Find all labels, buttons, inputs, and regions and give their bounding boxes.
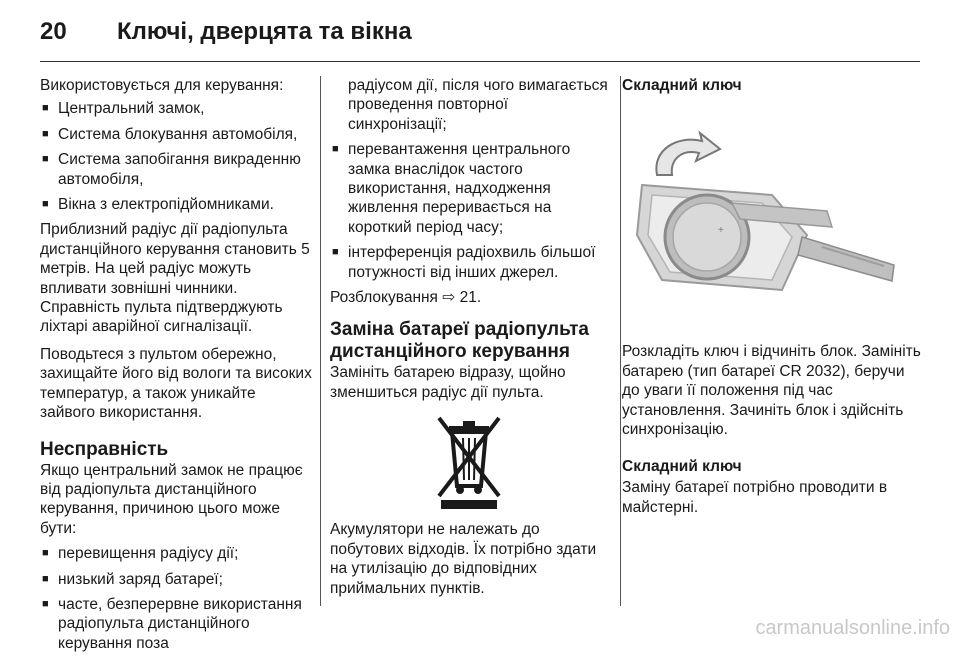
fault-list bbox=[40, 544, 312, 653]
list-item: ■ Вікна з електропідйомниками. bbox=[40, 195, 312, 214]
page-title: Ключі, дверцята та вікна bbox=[117, 18, 412, 45]
battery-heading: Заміна батареї радіопульта дистанційного керування bbox=[330, 319, 589, 363]
unlock-label: Розблокування bbox=[330, 289, 438, 307]
key-battery-photo bbox=[622, 115, 902, 325]
folding-key-heading-2: Складний ключ bbox=[622, 458, 742, 476]
svg-text:+: + bbox=[718, 225, 724, 236]
header-rule bbox=[40, 61, 920, 62]
care-paragraph: Поводьтеся з пультом обережно, захищайте його від вологи та високих температур, а також уникайте зайвого використання. bbox=[40, 345, 312, 422]
range-paragraph: Приблизний радіус дії радіопульта дистанційного керування становить 5 метрів. На цей радіус можуть впливати зовнішні чинники. Справність пульта підтверджують ліхтарі аварійної сигналізації. bbox=[40, 221, 310, 336]
reference-arrow-icon: ⇨ bbox=[442, 289, 456, 307]
column-divider-1 bbox=[320, 76, 321, 606]
fault-intro: Якщо центральний замок не працює від радіопульта дистанційного керування, причиною цього може бути: bbox=[40, 461, 303, 537]
folding-key-heading: Складний ключ bbox=[622, 77, 742, 94]
list-item: ■ Система запобігання викраденню автомобіля, bbox=[40, 150, 312, 189]
list-item: ■ часте, безперервне використання радіопульта дистанційного керування поза bbox=[40, 595, 312, 653]
list-item: ■ низький заряд батареї; bbox=[40, 570, 312, 589]
dispose-paragraph: Акумулятори не належать до побутових відходів. Їх потрібно здати на утилізацію до відповідних приймальних пунктів. bbox=[330, 521, 597, 597]
crossed-out-bin-icon bbox=[433, 412, 505, 510]
column-divider-2 bbox=[620, 76, 621, 606]
usage-list bbox=[40, 99, 312, 214]
workshop-paragraph: Заміну батареї потрібно проводити в майстерні. bbox=[622, 479, 888, 516]
column-1 bbox=[40, 76, 312, 659]
battery-steps-paragraph: Розкладіть ключ і відчиніть блок. Замініть батарею (тип батареї CR 2032), беручи до уваги її положення під час установлення. Зачиніть блок і здійсніть синхронізацію. bbox=[622, 343, 921, 439]
continued-text: радіусом дії, після чого вимагається проведення повторної синхронізації; bbox=[348, 77, 608, 133]
column-3 bbox=[622, 76, 922, 525]
watermark: carmanualsonline.info bbox=[755, 617, 950, 639]
list-item: ■ Система блокування автомобіля, bbox=[40, 125, 312, 144]
page-number: 20 bbox=[40, 18, 67, 45]
list-item: ■ перевантаження центрального замка внаслідок частого використання, надходження живлення переривається на короткий період часу; bbox=[330, 140, 608, 237]
column-2 bbox=[330, 76, 608, 606]
battery-paragraph: Замініть батарею відразу, щойно зменшиться радіус дії пульта. bbox=[330, 364, 566, 401]
list-item: ■ Центральний замок, bbox=[40, 99, 312, 118]
unlock-page-link[interactable]: 21. bbox=[459, 289, 482, 307]
unlock-reference bbox=[330, 288, 608, 307]
list-item: ■ перевищення радіусу дії; bbox=[40, 544, 312, 563]
fault-heading: Несправність bbox=[40, 438, 169, 460]
usage-intro: Використовується для керування: bbox=[40, 77, 284, 94]
list-item: ■ інтерференція радіохвиль більшої потужності від інших джерел. bbox=[330, 243, 608, 282]
fault-list-continued bbox=[330, 140, 608, 282]
